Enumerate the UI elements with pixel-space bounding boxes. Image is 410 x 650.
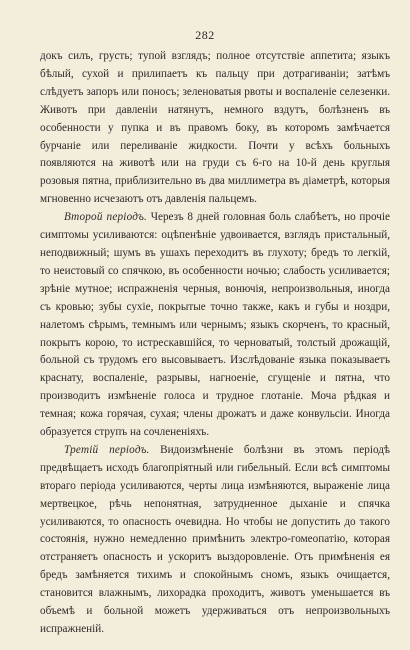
section-lead-third-period: Третій періодъ. xyxy=(64,443,150,456)
section-lead-second-period: Второй періодъ. xyxy=(64,211,147,224)
paragraph-text: Видоизмѣненіе болѣзни въ этомъ періодѣ предвѣщаетъ исходъ благопріятный или гибельный. Если всѣ симптомы втораго періода усиливаются, черты лица измѣняются, выраженіе лица мертвецкое, рѣчь непонятная, затрудненное дыханіе и спячка усиливаются, то опасность очевидна. Но чтобы не допустить до такого состоянія, нужно немедленно примѣнить электро-гомеопатію, которая отстраняетъ опасность и ускоритъ выздоровленіе. Отъ примѣненія ея бредъ замѣняется тихимъ и спокойнымъ сномъ, языкъ очищается, становится влажнымъ, лихорадка проходитъ, животъ уменьшается въ объемѣ и больной можетъ удерживаться отъ непроизвольныхъ испражненій. xyxy=(40,443,390,635)
page-number: 282 xyxy=(195,28,215,42)
paragraph-text: докъ силъ, грусть; тупой взглядъ; полное отсутствіе аппетита; языкъ бѣлый, сухой и прилипаетъ къ пальцу при дотрагиваніи; затѣмъ слѣдуетъ запоръ или поносъ; зеленоватыя рвоты и воспаленіе селезенки. Животъ при давленіи натянутъ, немного вздутъ, болѣзненъ въ особенности у пупка и въ правомъ боку, въ которомъ замѣчается бурчаніе или переливаніе жидкости. Почти у всѣхъ больныхъ появляются на животѣ или на груди съ 6-го на 10-й день круглыя розовыя пятна, приблизительно въ два миллиметра въ діаметрѣ, которыя мгновенно исчезаютъ отъ давленія пальцемъ. xyxy=(40,50,390,206)
paragraph-symptoms-intro xyxy=(40,48,390,209)
body-text xyxy=(40,48,390,639)
paragraph-third-period xyxy=(40,442,390,639)
paragraph-second-period xyxy=(40,209,390,442)
paragraph-text: Черезъ 8 дней головная боль слабѣетъ, но прочіе симптомы усиливаются: оцѣпенѣніе удвоивается, взглядъ пристальный, неподвижный; шумъ въ ушахъ переходитъ въ глухоту; бредъ то легкій, то неистовый со спячкою, въ особенности ночью; слабость усиливается; зрѣніе мутное; испражненія черныя, вонючія, непроизвольныя, иногда съ кровью; зубы сухіе, покрытые точно также, какъ и губы и ноздри, налетомъ сѣрымъ, темнымъ или чернымъ; языкъ скорченъ, то красный, покрытъ корою, то истрескавшійся, то черноватый, толстый дрожащій, больной съ трудомъ его высовываетъ. Изслѣдованіе языка показываетъ краснату, воспаленіе, разрывы, нагноеніе, сгущеніе и пятна, что производитъ измѣненіе голоса и трудное глотаніе. Моча рѣдкая и темная; кожа горячая, сухая; члены дрожатъ и даже конвульсіи. Иногда образуется струпъ на сочлененіяхъ. xyxy=(40,211,390,439)
